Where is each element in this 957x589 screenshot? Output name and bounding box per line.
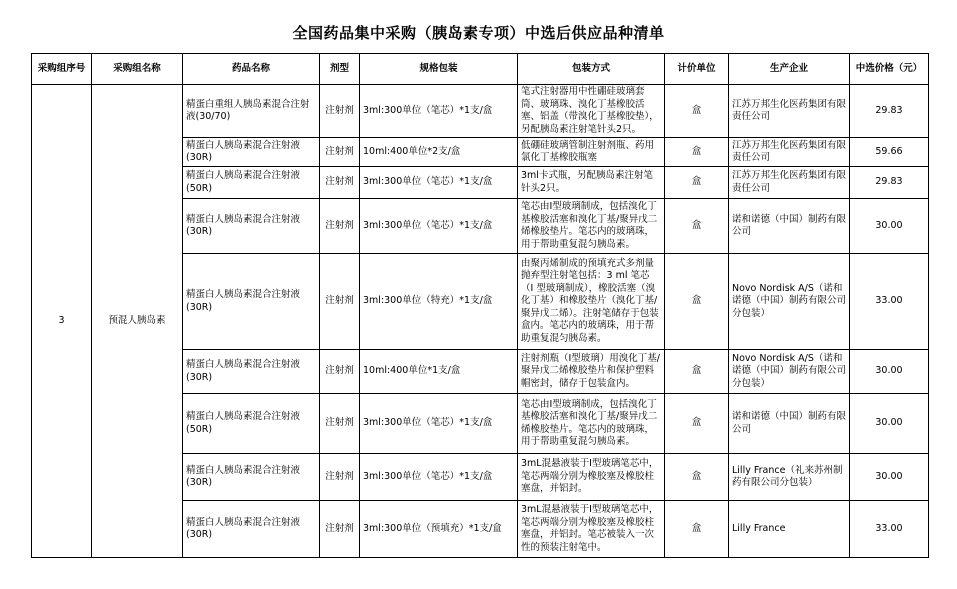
price-cell: 30.00 <box>850 350 929 394</box>
packaging-cell: 3mL混悬液装于I型玻璃笔芯中，笔芯两端分别为橡胶塞及橡胶柱塞盘，并铝封。 <box>518 454 665 501</box>
dosage-form-cell: 注射剂 <box>320 254 360 350</box>
drug-name-cell: 精蛋白人胰岛素混合注射液(50R) <box>183 394 320 454</box>
drug-name-cell: 精蛋白人胰岛素混合注射液(30R) <box>183 454 320 501</box>
dosage-form-cell: 注射剂 <box>320 394 360 454</box>
header-dosage-form: 剂型 <box>320 54 360 85</box>
price-cell: 33.00 <box>850 501 929 558</box>
pricing-unit-cell: 盒 <box>665 394 729 454</box>
drug-name-cell: 精蛋白人胰岛素混合注射液(30R) <box>183 350 320 394</box>
packaging-cell: 注射剂瓶（I型玻璃）用溴化丁基/聚异戊二烯橡胶垫片和保护塑料帽密封，储存于包装盒内。 <box>518 350 665 394</box>
pricing-unit-cell: 盒 <box>665 167 729 199</box>
packaging-cell: 低硼硅玻璃管制注射剂瓶、药用氯化丁基橡胶瓶塞 <box>518 138 665 167</box>
header-drug-name: 药品名称 <box>183 54 320 85</box>
dosage-form-cell: 注射剂 <box>320 454 360 501</box>
drug-name-cell: 精蛋白人胰岛素混合注射液(30R) <box>183 138 320 167</box>
drug-name-cell: 精蛋白人胰岛素混合注射液(30R) <box>183 501 320 558</box>
group-name-cell: 预混人胰岛素 <box>92 85 183 558</box>
pricing-unit-cell: 盒 <box>665 501 729 558</box>
packaging-cell: 笔式注射器用中性硼硅玻璃套筒、玻璃珠、溴化丁基橡胶活塞、铝盖（带溴化丁基橡胶垫），另配胰岛素注射笔针头2只。 <box>518 85 665 138</box>
group-number-cell: 3 <box>32 85 92 558</box>
dosage-form-cell: 注射剂 <box>320 167 360 199</box>
manufacturer-cell: 江苏万邦生化医药集团有限责任公司 <box>729 85 850 138</box>
pricing-unit-cell: 盒 <box>665 254 729 350</box>
manufacturer-cell: Lilly France <box>729 501 850 558</box>
specification-cell: 3ml:300单位（笔芯）*1支/盒 <box>360 394 518 454</box>
header-manufacturer: 生产企业 <box>729 54 850 85</box>
packaging-cell: 笔芯由I型玻璃制成，包括溴化丁基橡胶活塞和溴化丁基/聚异戊二烯橡胶垫片。笔芯内的玻璃珠，用于帮助重复混匀胰岛素。 <box>518 199 665 254</box>
price-cell: 33.00 <box>850 254 929 350</box>
specification-cell: 3ml:300单位（笔芯）*1支/盒 <box>360 167 518 199</box>
specification-cell: 3ml:300单位（笔芯）*1支/盒 <box>360 85 518 138</box>
header-pricing-unit: 计价单位 <box>665 54 729 85</box>
specification-cell: 3ml:300单位（笔芯）*1支/盒 <box>360 454 518 501</box>
specification-cell: 3ml:300单位（预填充）*1支/盒 <box>360 501 518 558</box>
manufacturer-cell: 诺和诺德（中国）制药有限公司 <box>729 199 850 254</box>
pricing-unit-cell: 盒 <box>665 454 729 501</box>
pricing-unit-cell: 盒 <box>665 85 729 138</box>
drug-name-cell: 精蛋白人胰岛素混合注射液(30R) <box>183 254 320 350</box>
table-row <box>32 85 929 138</box>
dosage-form-cell: 注射剂 <box>320 199 360 254</box>
header-packaging: 包装方式 <box>518 54 665 85</box>
header-specification: 规格包装 <box>360 54 518 85</box>
packaging-cell: 3ml卡式瓶，另配胰岛素注射笔针头2只。 <box>518 167 665 199</box>
table-header-row <box>32 54 929 85</box>
price-cell: 30.00 <box>850 394 929 454</box>
header-group-number: 采购组序号 <box>32 54 92 85</box>
drug-name-cell: 精蛋白重组人胰岛素混合注射液(30/70) <box>183 85 320 138</box>
packaging-cell: 笔芯由I型玻璃制成，包括溴化丁基橡胶活塞和溴化丁基/聚异戊二烯橡胶垫片。笔芯内的玻璃珠，用于帮助重复混匀胰岛素。 <box>518 394 665 454</box>
pricing-unit-cell: 盒 <box>665 350 729 394</box>
supply-list-table <box>31 53 929 558</box>
price-cell: 59.66 <box>850 138 929 167</box>
drug-name-cell: 精蛋白人胰岛素混合注射液(30R) <box>183 199 320 254</box>
header-group-name: 采购组名称 <box>92 54 183 85</box>
price-cell: 30.00 <box>850 454 929 501</box>
manufacturer-cell: Novo Nordisk A/S（诺和诺德（中国）制药有限公司分包装） <box>729 254 850 350</box>
price-cell: 29.83 <box>850 85 929 138</box>
dosage-form-cell: 注射剂 <box>320 85 360 138</box>
pricing-unit-cell: 盒 <box>665 199 729 254</box>
manufacturer-cell: 江苏万邦生化医药集团有限责任公司 <box>729 138 850 167</box>
document-title: 全国药品集中采购（胰岛素专项）中选后供应品种清单 <box>292 24 665 42</box>
specification-cell: 3ml:300单位（特充）*1支/盒 <box>360 254 518 350</box>
dosage-form-cell: 注射剂 <box>320 138 360 167</box>
dosage-form-cell: 注射剂 <box>320 350 360 394</box>
pricing-unit-cell: 盒 <box>665 138 729 167</box>
manufacturer-cell: 诺和诺德（中国）制药有限公司 <box>729 394 850 454</box>
manufacturer-cell: 江苏万邦生化医药集团有限责任公司 <box>729 167 850 199</box>
price-cell: 29.83 <box>850 167 929 199</box>
drug-name-cell: 精蛋白人胰岛素混合注射液(50R) <box>183 167 320 199</box>
specification-cell: 10ml:400单位*2支/盒 <box>360 138 518 167</box>
header-winning-price: 中选价格（元） <box>850 54 929 85</box>
price-cell: 30.00 <box>850 199 929 254</box>
packaging-cell: 由聚丙烯制成的预填充式多剂量抛弃型注射笔包括：3 ml 笔芯（I 型玻璃制成），橡胶活塞（溴化丁基）和橡胶垫片（溴化丁基/聚异戊二烯）。注射笔储存于包装盒内。笔芯内的玻璃珠，用于帮助重复混匀胰岛素。 <box>518 254 665 350</box>
manufacturer-cell: Novo Nordisk A/S（诺和诺德（中国）制药有限公司分包装） <box>729 350 850 394</box>
manufacturer-cell: Lilly France（礼来苏州制药有限公司分包装） <box>729 454 850 501</box>
specification-cell: 3ml:300单位（笔芯）*1支/盒 <box>360 199 518 254</box>
specification-cell: 10ml:400单位*1支/盒 <box>360 350 518 394</box>
packaging-cell: 3mL混悬液装于I型玻璃笔芯中，笔芯两端分别为橡胶塞及橡胶柱塞盘，并铝封。笔芯被装入一次性的预装注射笔中。 <box>518 501 665 558</box>
dosage-form-cell: 注射剂 <box>320 501 360 558</box>
